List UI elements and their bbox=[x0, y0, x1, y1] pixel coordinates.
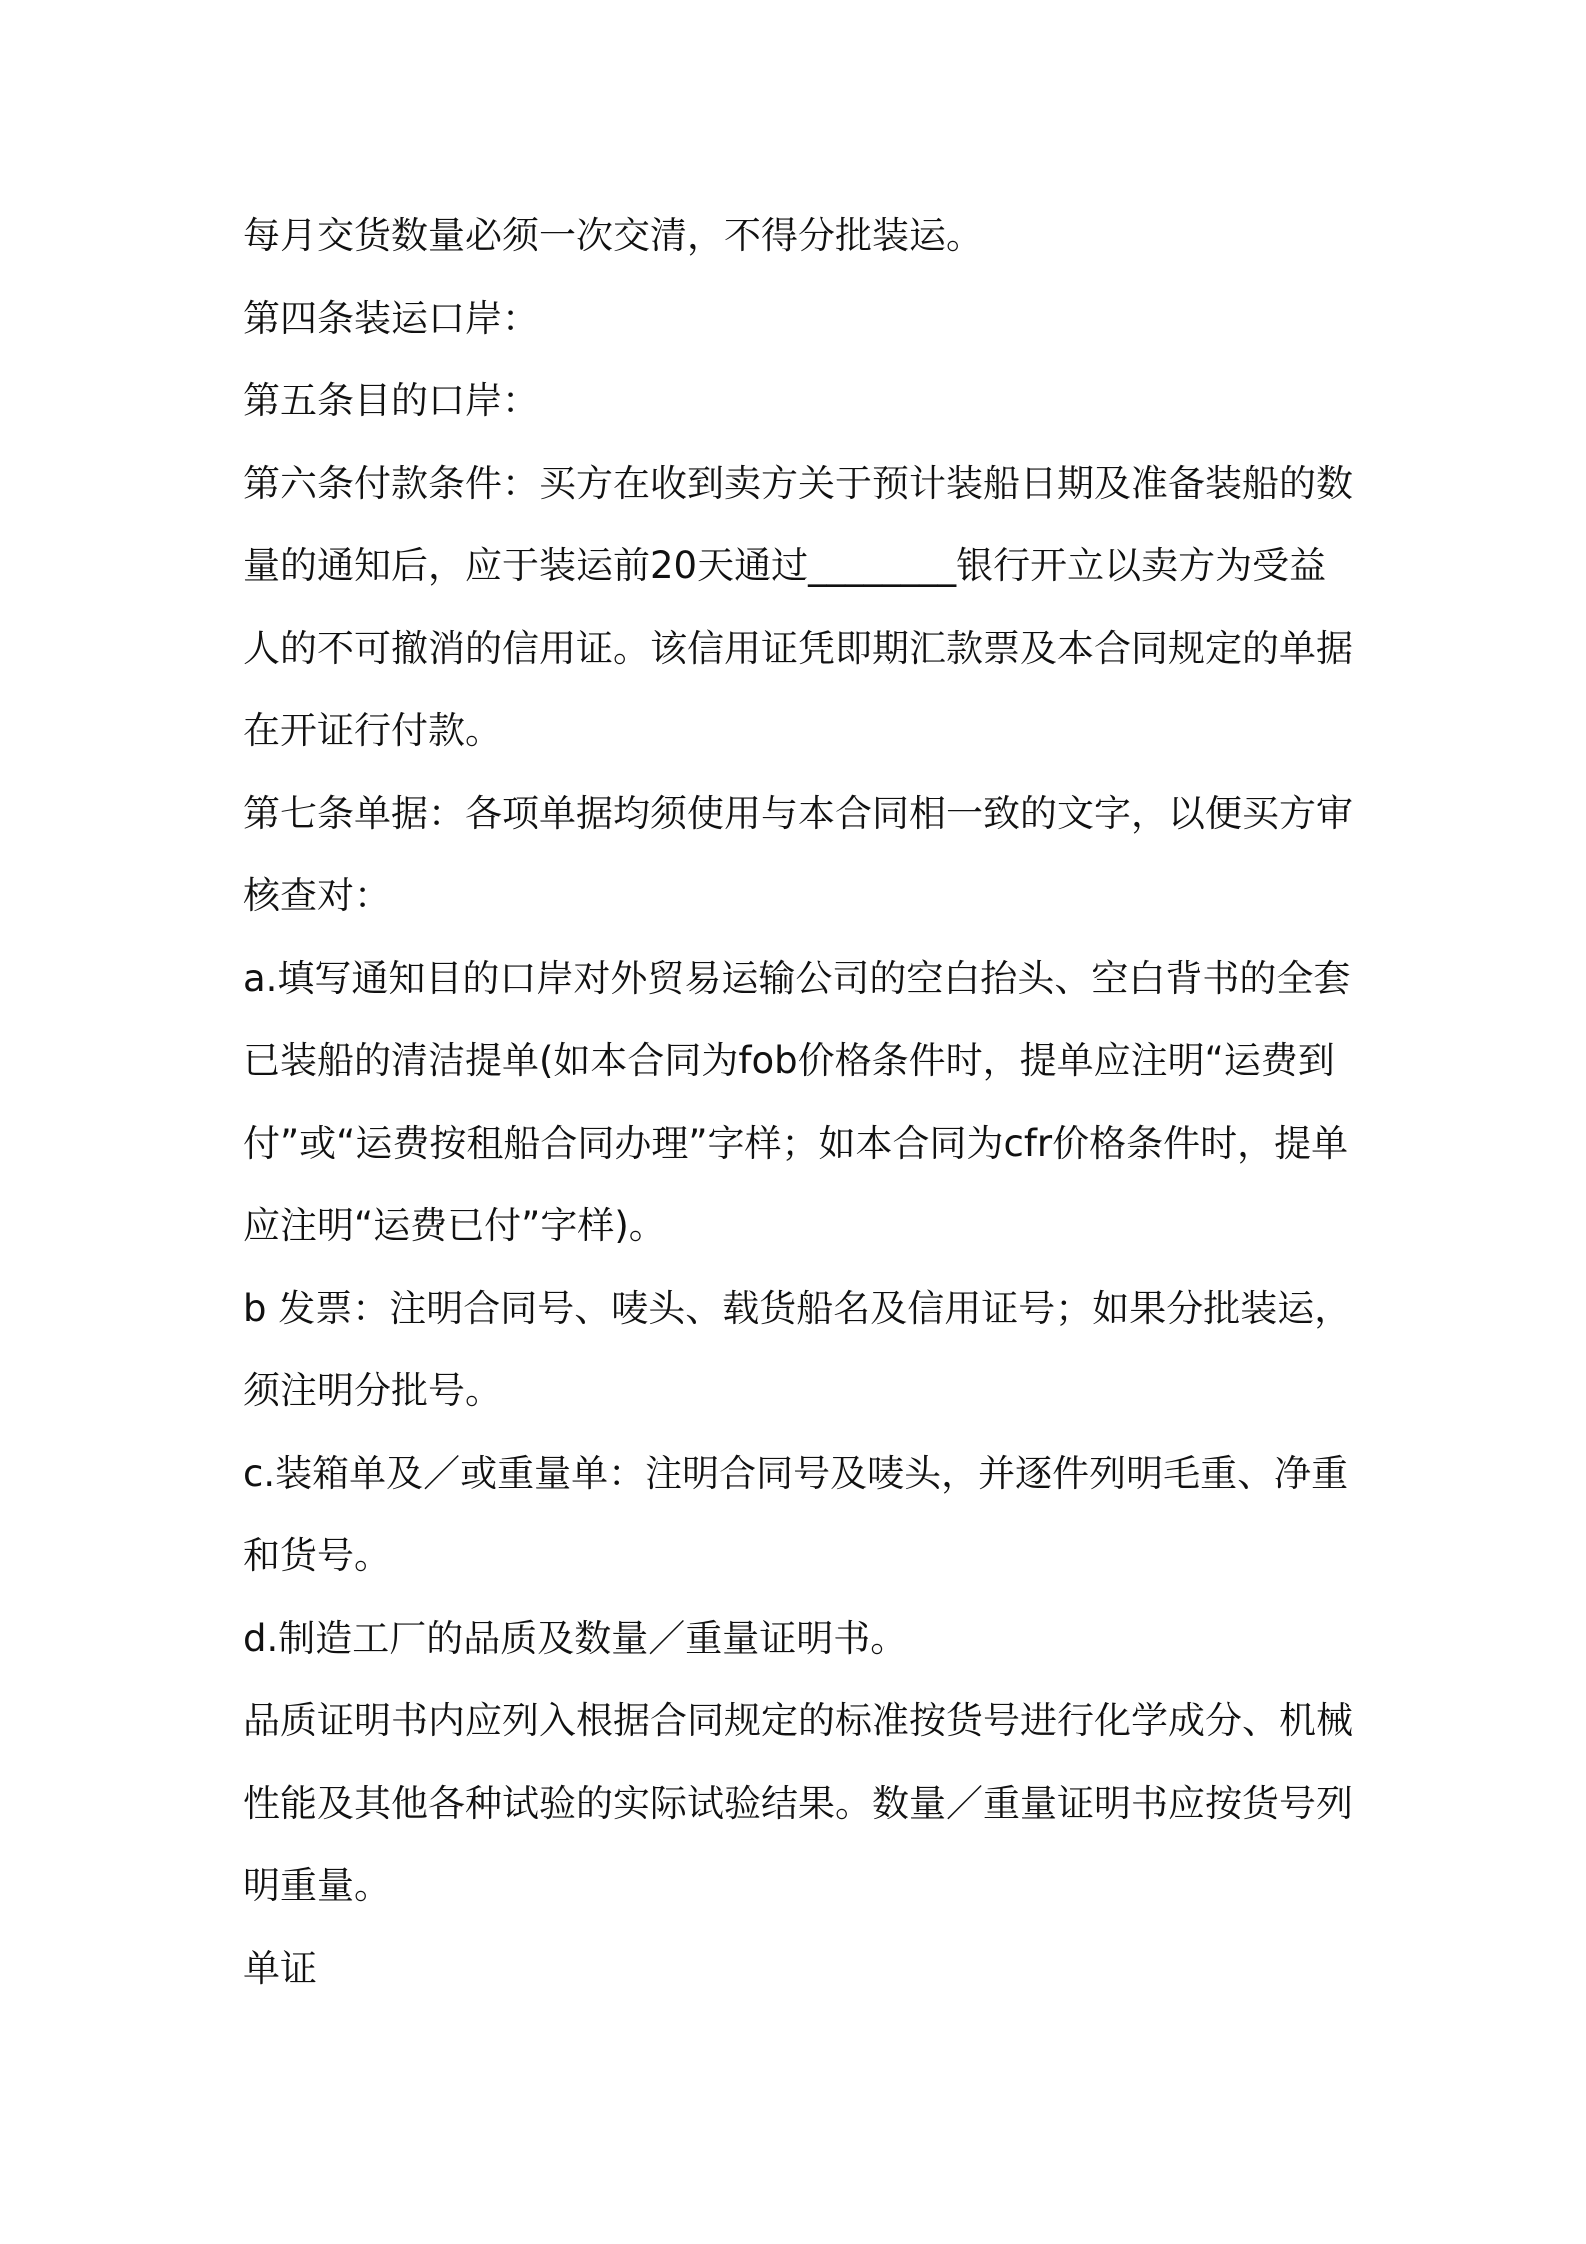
document-body bbox=[243, 195, 1355, 2010]
paragraph-item-b-invoice: b 发票：注明合同号、唛头、载货船名及信用证号；如果分批装运，须注明分批号。 bbox=[243, 1286, 1352, 1412]
paragraph-article-6-payment-terms: 第六条付款条件：买方在收到卖方关于预计装船日期及准备装船的数量的通知后，应于装运前20天通过________银行开立以卖方为受益人的不可撤消的信用证。该信用证凭即期汇款票及本合同规定的单据在开证行付款。 bbox=[243, 461, 1353, 752]
paragraph-documents-heading: 单证 bbox=[243, 1946, 317, 1990]
paragraph-item-d-certificate: d.制造工厂的品质及数量／重量证明书。 bbox=[243, 1616, 908, 1660]
paragraph-item-a-bill-of-lading: a.填写通知目的口岸对外贸易运输公司的空白抬头、空白背书的全套已装船的清洁提单(如本合同为fob价格条件时，提单应注明“运费到付”或“运费按租船合同办理”字样；如本合同为cfr价格条件时，提单应注明“运费已付”字样)。 bbox=[243, 956, 1351, 1247]
paragraph-article-4-loading-port: 第四条装运口岸： bbox=[243, 296, 539, 340]
paragraph-delivery-quantity: 每月交货数量必须一次交清，不得分批装运。 bbox=[243, 214, 983, 257]
paragraph-quality-certificate: 品质证明书内应列入根据合同规定的标准按货号进行化学成分、机械性能及其他各种试验的实际试验结果。数量／重量证明书应按货号列明重量。 bbox=[243, 1699, 1353, 1907]
paragraph-item-c-packing-list: c.装箱单及／或重量单：注明合同号及唛头，并逐件列明毛重、净重和货号。 bbox=[243, 1451, 1349, 1577]
paragraph-article-5-destination-port: 第五条目的口岸： bbox=[243, 379, 539, 422]
paragraph-article-7-documents: 第七条单据：各项单据均须使用与本合同相一致的文字，以便买方审核查对： bbox=[243, 791, 1353, 917]
